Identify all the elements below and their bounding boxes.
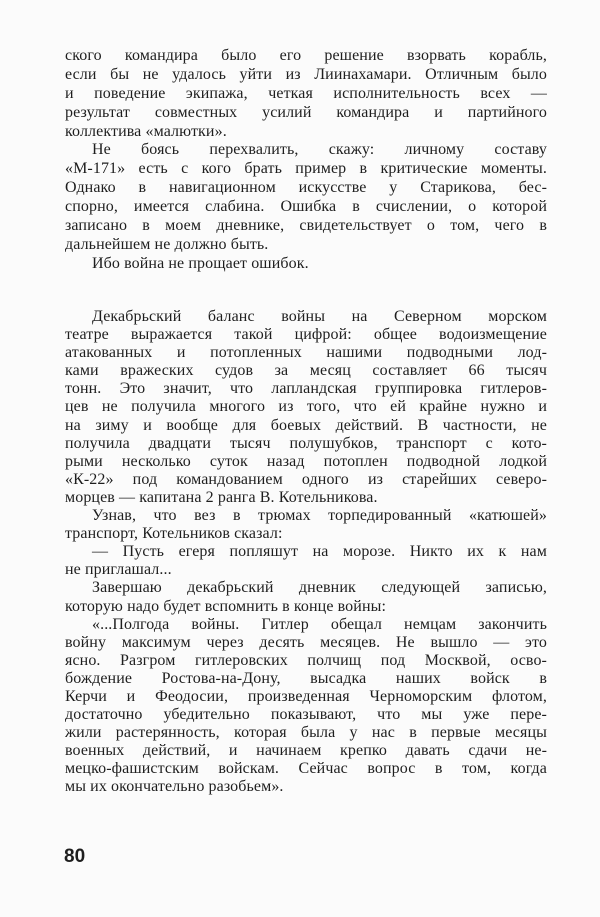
text-line: морцев — капитана 2 ранга В. Котельникова. — [65, 488, 378, 506]
text-line: Не боясь перехвалить, скажу: личному составу — [92, 141, 547, 159]
text-line: на зиму и вообще для боевых действий. В частности, не — [65, 416, 547, 434]
text-line: дальнейшем не должно быть. — [65, 235, 269, 253]
text-line: Узнав, что вез в трюмах торпедированный «катюшей» — [92, 507, 547, 525]
text-line: ками вражеских судов за месяц составляет 66 тысяч — [65, 362, 547, 380]
text-line: цев не получила многого из того, что ей крайне нужно и — [65, 398, 547, 416]
text-block-top — [65, 47, 547, 274]
text-line: ского командира было его решение взорвать корабль, — [65, 47, 547, 64]
page-number: 80 — [64, 846, 86, 867]
text-line: «М-171» есть с кого брать пример в критические моменты. — [65, 160, 547, 178]
text-line: военных действий, и начинаем крепко давать сдачи не- — [65, 742, 547, 760]
text-line: транспорт, Котельников сказал: — [65, 525, 283, 543]
text-line: результат совместных усилий командира и партийного — [65, 103, 547, 121]
text-line: — Пусть егеря попляшут на морозе. Никто их к нам — [92, 543, 547, 561]
text-line: и поведение экипажа, четкая исполнительность всех — — [65, 84, 547, 102]
text-line: достаточно убедительно показывают, что мы уже пере- — [65, 706, 547, 724]
text-line: ясно. Разгром гитлеровских полчищ под Москвой, осво- — [65, 651, 547, 669]
text-line: Ибо война не прощает ошибок. — [92, 254, 309, 272]
text-line: «К-22» под командованием одного из старейших северо- — [65, 470, 547, 488]
text-line: Однако в навигационном искусстве у Старикова, бес- — [65, 179, 547, 197]
text-line: войну максимум через десять месяцев. Не вышло — это — [65, 633, 547, 651]
text-line: Завершаю декабрьский дневник следующей записью, — [92, 579, 547, 597]
text-line: Декабрьский баланс войны на Северном морском — [92, 308, 547, 325]
text-line: театре выражается такой цифрой: общее водоизмещение — [65, 326, 547, 344]
text-line: спорно, имеется слабина. Ошибка в счислении, о которой — [65, 198, 547, 216]
text-line: атакованных и потопленных нашими подводными лод- — [65, 344, 547, 362]
text-line: не приглашал... — [65, 561, 172, 579]
text-line: рыми несколько суток назад потоплен подводной лодкой — [65, 452, 547, 470]
text-line: если бы не удалось уйти из Лиинахамари. Отличным было — [65, 65, 547, 83]
text-line: «...Полгода войны. Гитлер обещал немцам закончить — [92, 615, 547, 633]
text-block-december — [65, 308, 547, 797]
text-line: записано в моем дневнике, свидетельствует о том, чего в — [65, 217, 547, 235]
text-line: коллектива «малютки». — [65, 122, 227, 140]
text-line: бождение Ростова-на-Дону, высадка наших войск в — [65, 669, 547, 687]
text-line: мецко-фашистским войскам. Сейчас вопрос в том, когда — [65, 760, 547, 778]
text-line: получила двадцати тысяч полушубков, транспорт с кото- — [65, 434, 547, 452]
text-line: Керчи и Феодосии, произведенная Черноморским флотом, — [65, 687, 547, 705]
text-line: мы их окончательно разобьем». — [65, 778, 284, 796]
text-line: которую надо будет вспомнить в конце войны: — [65, 597, 387, 615]
text-line: жили растерянность, которая была у нас в первые месяцы — [65, 724, 547, 742]
text-line: тонн. Это значит, что лапландская группировка гитлеров- — [65, 380, 547, 398]
